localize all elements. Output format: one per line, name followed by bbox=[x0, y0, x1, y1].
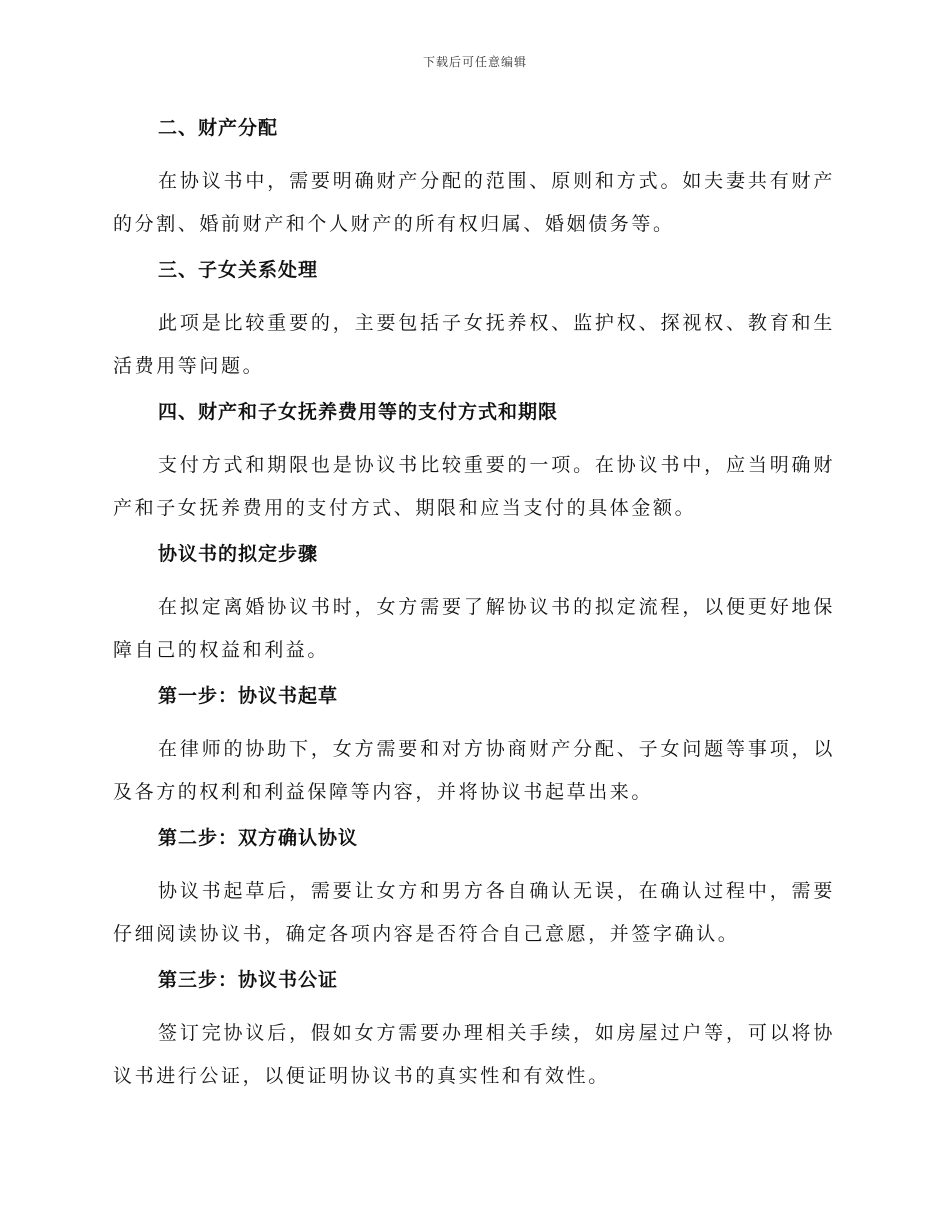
section-paragraph: 协议书起草后，需要让女方和男方各自确认无误，在确认过程中，需要仔细阅读协议书，确定各项内容是否符合自己意愿，并签字确认。 bbox=[113, 880, 835, 945]
section-drafting-steps bbox=[113, 539, 835, 672]
section-payment-terms bbox=[113, 397, 835, 530]
section-heading: 二、财产分配 bbox=[158, 117, 279, 139]
section-paragraph: 在拟定离婚协议书时，女方需要了解协议书的拟定流程，以便更好地保障自己的权益和利益。 bbox=[113, 596, 835, 661]
section-paragraph: 在协议书中，需要明确财产分配的范围、原则和方式。如夫妻共有财产的分割、婚前财产和个人财产的所有权归属、婚姻债务等。 bbox=[113, 170, 835, 235]
page-header: 下载后可任意编辑 bbox=[422, 55, 527, 69]
section-heading: 第三步：协议书公证 bbox=[158, 969, 339, 991]
section-step-three bbox=[113, 965, 835, 1098]
document-body bbox=[113, 113, 835, 1098]
section-heading: 四、财产和子女抚养费用等的支付方式和期限 bbox=[158, 401, 559, 423]
section-heading: 第一步：协议书起草 bbox=[158, 685, 339, 707]
section-step-one bbox=[113, 681, 835, 814]
section-paragraph: 支付方式和期限也是协议书比较重要的一项。在协议书中，应当明确财产和子女抚养费用的支付方式、期限和应当支付的具体金额。 bbox=[113, 454, 835, 519]
section-step-two bbox=[113, 823, 835, 956]
section-heading: 三、子女关系处理 bbox=[158, 259, 319, 281]
section-children-relations bbox=[113, 255, 835, 388]
section-heading: 协议书的拟定步骤 bbox=[158, 543, 319, 565]
section-paragraph: 此项是比较重要的，主要包括子女抚养权、监护权、探视权、教育和生活费用等问题。 bbox=[113, 312, 835, 377]
section-property-division bbox=[113, 113, 835, 246]
section-heading: 第二步：双方确认协议 bbox=[158, 827, 359, 849]
section-paragraph: 在律师的协助下，女方需要和对方协商财产分配、子女问题等事项，以及各方的权利和利益保障等内容，并将协议书起草出来。 bbox=[113, 738, 835, 803]
section-paragraph: 签订完协议后，假如女方需要办理相关手续，如房屋过户等，可以将协议书进行公证，以便证明协议书的真实性和有效性。 bbox=[113, 1022, 835, 1087]
